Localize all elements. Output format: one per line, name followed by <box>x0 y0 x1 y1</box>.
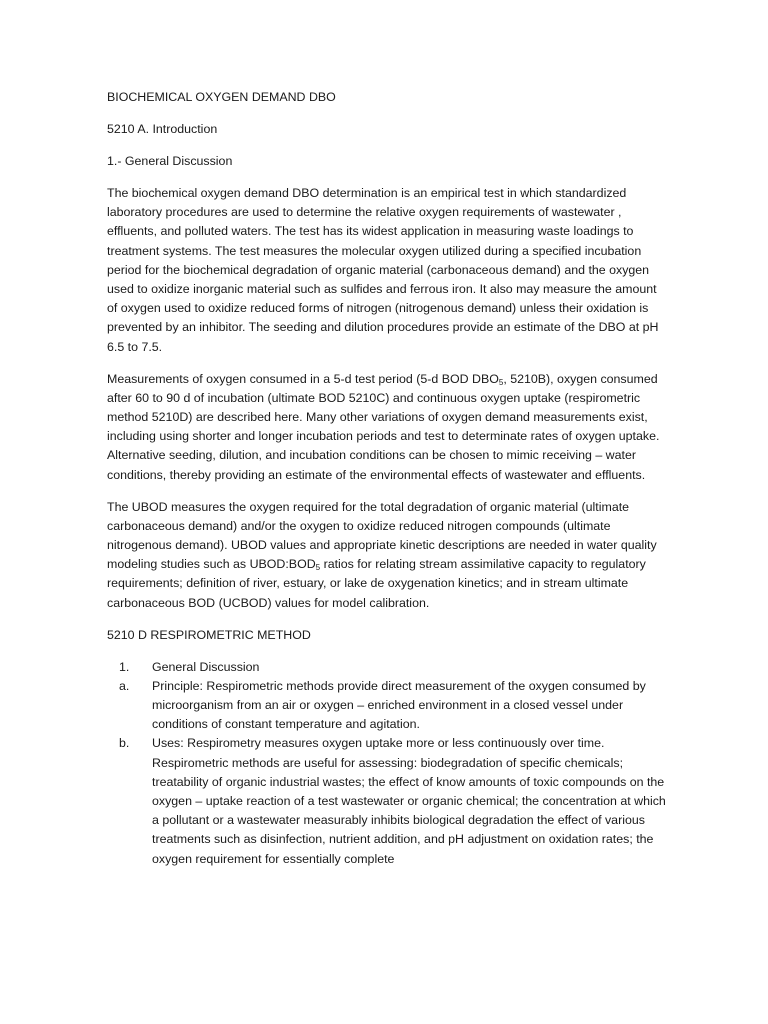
subsection-general-discussion: 1.- General Discussion <box>107 154 233 168</box>
paragraph-measurements <box>107 370 667 485</box>
paragraph-measurements-part1: Measurements of oxygen consumed in a 5-d test period (5-d BOD DBO <box>107 371 499 386</box>
list-item-text: Uses: Respirometry measures oxygen uptake more or less continuously over time. Respirometric methods are useful for assessing: biodegradation of specific chemicals; treatability of organic industrial wastes; the effect of know amounts of toxic compounds on the oxygen – uptake reaction of a test wastewater or organic chemical; the concentration at which a pollutant or a wastewater measurably inhibits biological degradation the effect of various treatments such as disinfection, nutrient addition, and pH adjustment on oxidation rates; the oxygen requirement for essentially complete <box>152 736 666 866</box>
list-item-text: Principle: Respirometric methods provide direct measurement of the oxygen consumed by microorganism from an air or oxygen – enriched environment in a closed vessel under conditions of constant temperature and agitation. <box>152 678 646 732</box>
list-item <box>107 734 667 868</box>
section-respirometric-method: 5210 D RESPIROMETRIC METHOD <box>107 627 311 642</box>
list-marker: a. <box>119 678 130 693</box>
paragraph-ubod <box>107 498 667 613</box>
paragraph-ubod-part1: The UBOD measures the oxygen required for the total degradation of organic material (ultimate carbonaceous demand) and/or the oxygen to oxidize reduced nitrogen compounds (ultimate nitrogenous demand). UBOD values and appropriate kinetic descriptions are needed in water quality modeling studies such as UBOD:BOD <box>107 499 657 572</box>
list-item <box>107 658 667 677</box>
list-marker: 1. <box>119 659 130 674</box>
list-marker: b. <box>119 736 130 751</box>
section-introduction: 5210 A. Introduction <box>107 122 218 136</box>
subscript-5: 5 <box>498 377 504 387</box>
subscript-5: 5 <box>315 563 321 573</box>
list-item-text: General Discussion <box>152 659 260 674</box>
respirometric-list <box>107 658 667 869</box>
paragraph-dbo-determination: The biochemical oxygen demand DBO determination is an empirical test in which standardized laboratory procedures are used to determine the relative oxygen requirements of wastewater , effluents, and polluted waters. The test has its widest application in measuring waste loadings to treatment systems. The test measures the molecular oxygen utilized during a specified incubation period for the biochemical degradation of organic material (carbonaceous demand) and the oxygen used to oxidize inorganic material such as sulfides and ferrous iron. It also may measure the amount of oxygen used to oxidize reduced forms of nitrogen (nitrogenous demand) unless their oxidation is prevented by an inhibitor. The seeding and dilution procedures provide an estimate of the DBO at pH 6.5 to 7.5. <box>107 186 659 354</box>
document-title: BIOCHEMICAL OXYGEN DEMAND DBO <box>107 90 336 104</box>
list-item <box>107 677 667 735</box>
document-page <box>107 88 667 869</box>
paragraph-measurements-part2: , 5210B), oxygen consumed after 60 to 90 d of incubation (ultimate BOD 5210C) and continuous oxygen uptake (respirometric method 5210D) are described here. Many other variations of oxygen demand measurements exist, including using shorter and longer incubation periods and test to determinate rates of oxygen uptake. Alternative seeding, dilution, and incubation conditions can be chosen to mimic receiving – water conditions, thereby providing an estimate of the environmental effects of wastewater and effluents. <box>107 371 660 482</box>
paragraph-ubod-part2: ratios for relating stream assimilative capacity to regulatory requirements; definition of river, estuary, or lake de oxygenation kinetics; and in stream ultimate carbonaceous BOD (UCBOD) values for model calibration. <box>107 557 646 610</box>
